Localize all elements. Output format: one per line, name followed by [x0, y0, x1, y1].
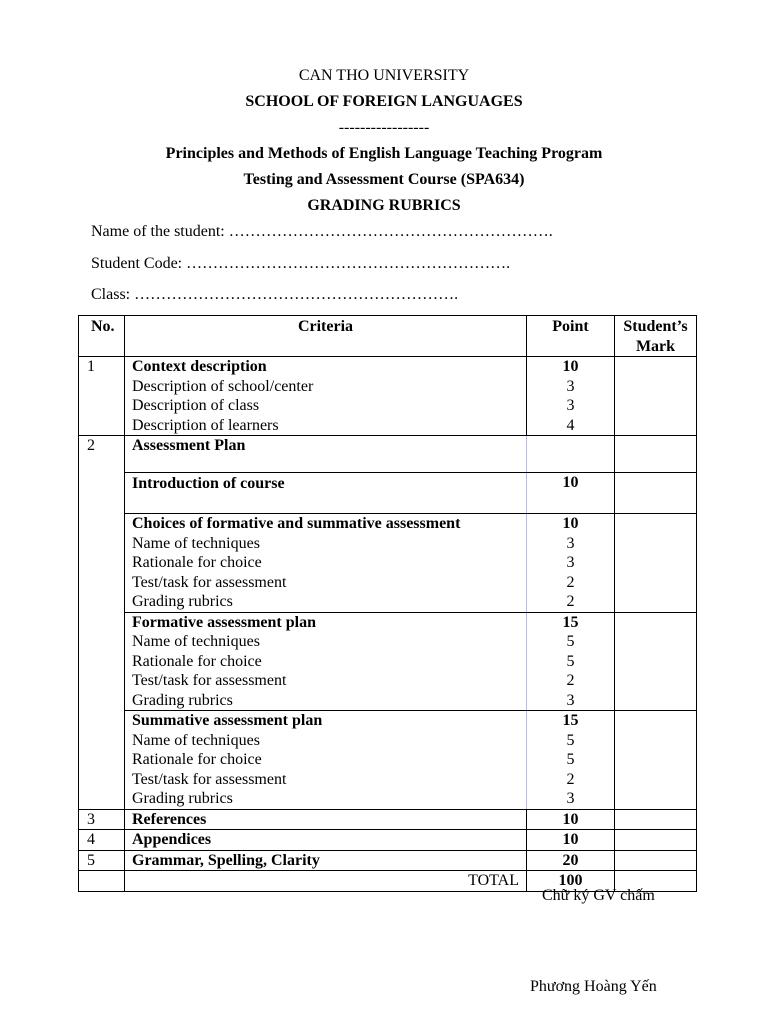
- university-name: CAN THO UNIVERSITY: [298, 67, 470, 84]
- criteria-cell: [125, 473, 527, 514]
- total-point: 100: [527, 871, 615, 892]
- row-number: 1: [79, 357, 125, 436]
- students-mark-cell[interactable]: [615, 473, 697, 514]
- table-row-references: [79, 809, 697, 830]
- row-number: 2: [79, 436, 125, 473]
- signature-label: Chữ ký GV chấm: [542, 887, 655, 904]
- criterion-title: Grammar, Spelling, Clarity: [125, 850, 527, 871]
- table-row-choices-of-assessment: [79, 514, 697, 613]
- criterion-title: Introduction of course: [132, 475, 285, 492]
- point-value: 3: [566, 790, 575, 807]
- row-number-empty: [79, 514, 125, 613]
- point-value: 5: [566, 633, 575, 650]
- criterion-title: Context description: [132, 358, 267, 375]
- row-number: 3: [79, 809, 125, 830]
- point-value: 2: [566, 770, 575, 788]
- criterion-title: Appendices: [125, 830, 527, 851]
- students-mark-cell[interactable]: [615, 612, 697, 711]
- criterion-title: Choices of formative and summative assessment: [132, 515, 461, 532]
- grading-rubric-table: [78, 315, 697, 892]
- header-point: Point: [527, 316, 615, 357]
- program-name: Principles and Methods of English Language Teaching Program: [165, 145, 603, 162]
- row-number-empty: [79, 612, 125, 711]
- point-cell: [527, 711, 615, 810]
- criterion-title: Summative assessment plan: [132, 712, 323, 729]
- criterion-title: Assessment Plan: [132, 437, 246, 454]
- point-total: 20: [527, 850, 615, 871]
- criterion-title: References: [125, 809, 527, 830]
- students-mark-cell[interactable]: [615, 357, 697, 436]
- students-mark-cell[interactable]: [615, 809, 697, 830]
- table-row-formative-plan: [79, 612, 697, 711]
- point-value: 3: [566, 377, 575, 395]
- point-value: 3: [566, 534, 575, 552]
- point-cell: [527, 436, 615, 473]
- point-cell: [527, 357, 615, 436]
- criteria-cell: [125, 711, 527, 810]
- criteria-cell: [125, 514, 527, 613]
- students-mark-cell[interactable]: [615, 850, 697, 871]
- criterion-line: Name of techniques: [132, 633, 260, 650]
- header-no: No.: [79, 316, 125, 357]
- table-header-row: [79, 316, 697, 357]
- table-row-assessment-plan: [79, 436, 697, 473]
- row-number-empty: [79, 473, 125, 514]
- point-value: 5: [566, 652, 575, 670]
- criteria-cell: [125, 612, 527, 711]
- criterion-line: Test/task for assessment: [132, 573, 287, 591]
- point-cell: [527, 473, 615, 514]
- table-row-context-description: [79, 357, 697, 436]
- criterion-line: Rationale for choice: [132, 751, 262, 768]
- point-value: 3: [566, 554, 575, 571]
- point-value: 5: [566, 751, 575, 768]
- point-value: 3: [566, 397, 575, 414]
- point-value: 2: [566, 573, 575, 591]
- criterion-line: Description of school/center: [132, 377, 314, 395]
- criterion-line: Grading rubrics: [132, 691, 233, 709]
- row-number: 5: [79, 850, 125, 871]
- point-value: 3: [566, 691, 575, 709]
- point-total: 10: [562, 515, 579, 532]
- criteria-cell: [125, 357, 527, 436]
- point-total: 15: [562, 712, 579, 729]
- criterion-line: Description of class: [132, 397, 260, 414]
- table-row-appendices: [79, 830, 697, 851]
- table-row-grammar: [79, 850, 697, 871]
- point-total: 10: [562, 474, 579, 491]
- row-number-empty: [79, 711, 125, 810]
- point-total: 15: [562, 613, 579, 631]
- document-title: GRADING RUBRICS: [307, 197, 461, 214]
- criterion-line: Test/task for assessment: [132, 770, 287, 788]
- point-value: 2: [566, 593, 575, 610]
- row-number-empty: [79, 871, 125, 892]
- table-row-summative-plan: [79, 711, 697, 810]
- student-code-field: Student Code: …………………………………………………….: [91, 255, 511, 272]
- header-criteria: Criteria: [125, 316, 527, 357]
- students-mark-cell[interactable]: [615, 711, 697, 810]
- signature-name: Phương Hoàng Yến: [530, 978, 657, 995]
- criteria-cell: [125, 436, 527, 473]
- point-cell: [527, 514, 615, 613]
- course-name: Testing and Assessment Course (SPA634): [243, 171, 525, 188]
- header-students-mark: Student’s Mark: [615, 316, 697, 357]
- students-mark-cell[interactable]: [615, 436, 697, 473]
- point-value: 5: [566, 731, 575, 749]
- students-mark-cell[interactable]: [615, 514, 697, 613]
- criterion-line: Description of learners: [132, 416, 279, 434]
- total-label: TOTAL: [125, 871, 527, 892]
- point-total: 10: [527, 809, 615, 830]
- table-row-introduction-of-course: [79, 473, 697, 514]
- criterion-line: Name of techniques: [132, 534, 260, 552]
- class-field: Class: …………………………………………………….: [91, 286, 459, 303]
- school-name: SCHOOL OF FOREIGN LANGUAGES: [245, 93, 523, 110]
- criterion-line: Grading rubrics: [132, 593, 233, 610]
- student-name-field: Name of the student: …………………………………………………….: [91, 223, 553, 240]
- point-value: 4: [566, 416, 575, 434]
- criterion-line: Rationale for choice: [132, 652, 262, 670]
- point-value: 2: [566, 672, 575, 689]
- separator-line: -----------------: [338, 119, 430, 136]
- point-total: 10: [527, 830, 615, 851]
- criterion-title: Formative assessment plan: [132, 613, 316, 631]
- students-mark-cell[interactable]: [615, 830, 697, 851]
- row-number: 4: [79, 830, 125, 851]
- criterion-line: Rationale for choice: [132, 554, 262, 571]
- criterion-line: Name of techniques: [132, 731, 260, 749]
- criterion-line: Test/task for assessment: [132, 672, 287, 689]
- point-cell: [527, 612, 615, 711]
- point-total: 10: [562, 358, 579, 375]
- criterion-line: Grading rubrics: [132, 790, 233, 807]
